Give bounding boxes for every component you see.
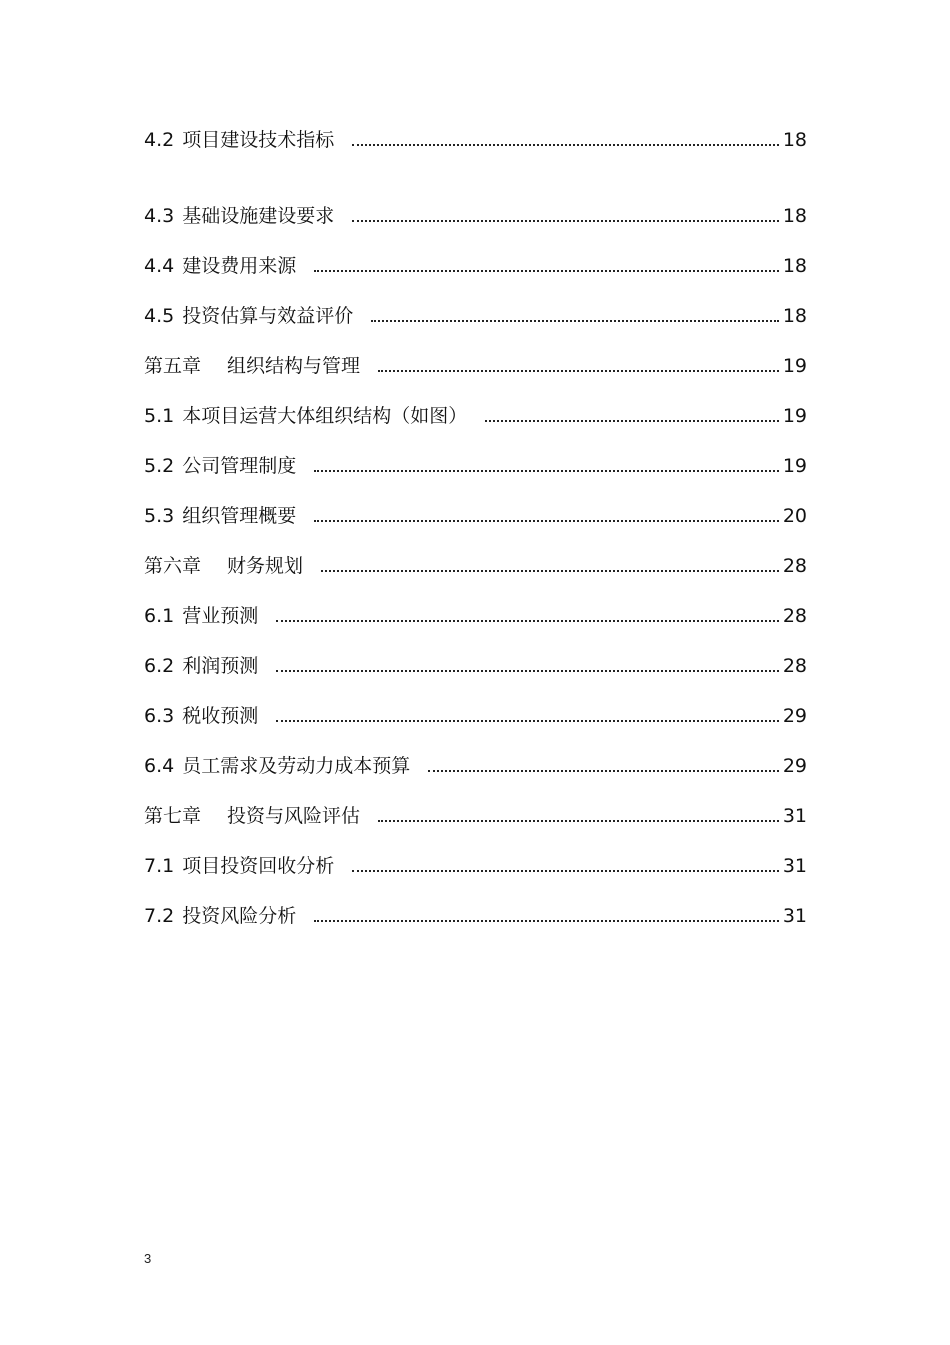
- toc-entry-page: 28: [782, 555, 807, 577]
- toc-entry-page: 29: [782, 705, 807, 727]
- toc-entry[interactable]: [144, 378, 807, 428]
- toc-entry-page: 18: [782, 205, 807, 227]
- toc-chapter-entry[interactable]: [144, 328, 807, 378]
- toc-entry-title: 利润预测: [182, 655, 259, 677]
- dot-leader: [321, 570, 779, 572]
- toc-entry-page: 29: [782, 755, 807, 777]
- page-number: 3: [144, 1251, 152, 1266]
- toc-chapter-title: 组织结构与管理: [227, 355, 361, 377]
- toc-entry-page: 31: [782, 905, 807, 927]
- dot-leader: [485, 420, 779, 422]
- dot-leader: [371, 320, 779, 322]
- toc-entry-title: 项目建设技术指标: [182, 129, 335, 151]
- toc-entry[interactable]: [144, 678, 807, 728]
- toc-entry-title: 投资估算与效益评价: [182, 305, 354, 327]
- toc-entry-page: 28: [782, 655, 807, 677]
- toc-entry-number: 7.2: [144, 905, 175, 927]
- toc-entry-number: 6.1: [144, 605, 175, 627]
- toc-entry-number: 4.4: [144, 255, 175, 277]
- toc-entry-title: 项目投资回收分析: [182, 855, 335, 877]
- toc-entry-title: 投资风险分析: [182, 905, 297, 927]
- toc-entry[interactable]: [144, 128, 807, 152]
- toc-entry-title: 营业预测: [182, 605, 259, 627]
- toc-entry[interactable]: [144, 728, 807, 778]
- toc-entry-page: 28: [782, 605, 807, 627]
- dot-leader: [428, 770, 779, 772]
- toc-entry-number: 5.2: [144, 455, 175, 477]
- toc-chapter-entry[interactable]: [144, 528, 807, 578]
- toc-entry-number: 4.2: [144, 129, 175, 151]
- dot-leader: [378, 820, 779, 822]
- toc-entry-page: 20: [782, 505, 807, 527]
- toc-entry-title: 税收预测: [182, 705, 259, 727]
- toc-entry-title: 建设费用来源: [182, 255, 297, 277]
- toc-chapter-title: 财务规划: [227, 555, 304, 577]
- dot-leader: [314, 920, 779, 922]
- dot-leader: [276, 720, 779, 722]
- toc-entry-page: 19: [782, 455, 807, 477]
- toc-entry-number: 6.4: [144, 755, 175, 777]
- toc-entry-number: 6.2: [144, 655, 175, 677]
- toc-entry-title: 组织管理概要: [182, 505, 297, 527]
- toc-entry-number: 4.3: [144, 205, 175, 227]
- toc-chapter-title: 投资与风险评估: [227, 805, 361, 827]
- dot-leader: [352, 870, 779, 872]
- dot-leader: [352, 220, 779, 222]
- toc-chapter-number: 第五章: [144, 355, 202, 377]
- toc-entry-page: 31: [782, 855, 807, 877]
- toc-entry[interactable]: [144, 478, 807, 528]
- toc-entry-number: 6.3: [144, 705, 175, 727]
- toc-entry-title: 公司管理制度: [182, 455, 297, 477]
- toc-entry-title: 基础设施建设要求: [182, 205, 335, 227]
- toc-entry[interactable]: [144, 278, 807, 328]
- toc-entry-page: 31: [782, 805, 807, 827]
- toc-entry[interactable]: [144, 228, 807, 278]
- table-of-contents: [144, 128, 807, 928]
- toc-entry-number: 5.3: [144, 505, 175, 527]
- toc-entry[interactable]: [144, 628, 807, 678]
- dot-leader: [352, 144, 779, 146]
- toc-entry-title: 员工需求及劳动力成本预算: [182, 755, 411, 777]
- dot-leader: [314, 520, 779, 522]
- toc-entry[interactable]: [144, 428, 807, 478]
- toc-entry-page: 19: [782, 405, 807, 427]
- dot-leader: [276, 620, 779, 622]
- toc-chapter-entry[interactable]: [144, 778, 807, 828]
- toc-entry-page: 18: [782, 255, 807, 277]
- toc-entry-number: 5.1: [144, 405, 175, 427]
- toc-entry-title: 本项目运营大体组织结构（如图）: [182, 405, 468, 427]
- dot-leader: [378, 370, 779, 372]
- toc-entry-page: 18: [782, 305, 807, 327]
- toc-entry[interactable]: [144, 878, 807, 928]
- toc-chapter-number: 第六章: [144, 555, 202, 577]
- toc-entry-page: 18: [782, 129, 807, 151]
- toc-entry-number: 7.1: [144, 855, 175, 877]
- toc-entry[interactable]: [144, 178, 807, 228]
- toc-chapter-number: 第七章: [144, 805, 202, 827]
- toc-entry-number: 4.5: [144, 305, 175, 327]
- dot-leader: [314, 470, 779, 472]
- dot-leader: [276, 670, 779, 672]
- toc-entry-page: 19: [782, 355, 807, 377]
- toc-entry[interactable]: [144, 578, 807, 628]
- toc-entry[interactable]: [144, 828, 807, 878]
- dot-leader: [314, 270, 779, 272]
